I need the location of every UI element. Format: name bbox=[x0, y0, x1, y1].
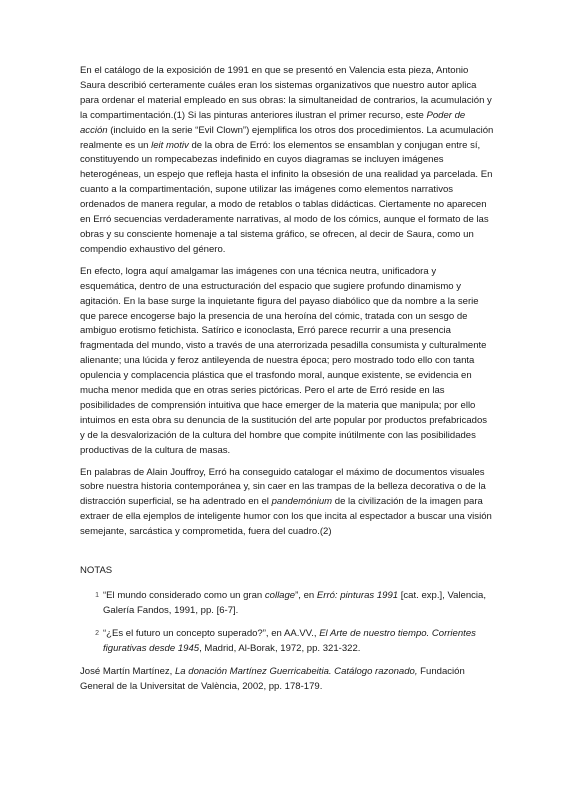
footnote bbox=[80, 627, 494, 657]
italic-text: pandemónium bbox=[271, 496, 333, 508]
text-run: de la obra de Erró: los elementos se ensamblan y conjugan entre sí, constituyendo un rompecabezas indefinido en cuyos diagramas se incluyen imágenes heterogéneas, un espejo que refleja hasta el infinito la obsesión de una realidad ya parcelada. En cuanto a la compartimentación, supone utilizar las imágenes como elementos narrativos ordenados de manera regular, a modo de retablos o tablas didácticas. Ciertamente no aparecen en Erró secuencias verdaderamente narrativas, al modo de los cómics, aunque el formato de las obras y su consciente homenaje a tal sistema gráfico, se ofrecen, al decir de Saura, como un compendio exhaustivo del género. bbox=[80, 139, 493, 255]
text-run: En palabras de Alain Jouffroy, Erró ha conseguido catalogar el máximo de documentos visuales sobre nuestra historia contemporánea y, sin caer en las trampas de la belleza decorativa o de la distracción superficial, se ha adentrado en el bbox=[80, 466, 486, 508]
footnote-number: 2 bbox=[95, 629, 99, 637]
text-run: José Martín Martínez, bbox=[80, 665, 175, 677]
italic-text: Poder de acción bbox=[80, 109, 466, 136]
paragraph bbox=[80, 466, 494, 541]
text-run: “El mundo considerado como un gran bbox=[103, 590, 265, 601]
text-run: En efecto, logra aquí amalgamar las imágenes con una técnica neutra, unificadora y esquemática, dentro de una estructuración del espacio que sugiere profundo dinamismo y agitación. En la base surge la inquietante figura del payaso diabólico que da nombre a la serie que parece encogerse bajo la presencia de una heroína del cómic, tratada con un sesgo de ambiguo erotismo fetichista. Satírico e iconoclasta, Erró parece recurrir a una presencia fragmentada del mundo, visto a través de una aterrorizada pesadilla consumista y culturalmente alienante; una lúcida y feroz antileyenda de nuestra época; pero mostrado todo ello con tanta opulencia y complacencia plástica que el trasfondo moral, aunque existente, se evidencia en mucha menor medida que en otras series pictóricas. Pero el arte de Erró reside en las posibilidades de comprensión intuitiva que hace emerger de la materia que manipula; por ello intuimos en esta obra su denuncia de la sustitución del arte popular por productos prefabricados y de la desvalorización de la cultura del hombre que compite inútilmente con las posibilidades productivas de la cultura de masas. bbox=[80, 265, 488, 456]
text-run: [cat. exp.], Valencia, Galería Fandos, 1991, pp. [6-7]. bbox=[103, 590, 487, 616]
document-page bbox=[80, 64, 494, 701]
text-run: “¿Es el futuro un concepto superado?”, en AA.VV., bbox=[103, 627, 320, 639]
italic-text: La donación Martínez Guerricabeitia. Catálogo razonado, bbox=[174, 665, 418, 677]
text-run: de la civilización de la imagen para extraer de ella ejemplos de inteligente humor con los que incita al espectador a buscar una visión semejante, sarcástica y comprometida, fuera del cuadro.(2) bbox=[80, 496, 492, 538]
footnote-text bbox=[103, 627, 494, 657]
body-text bbox=[80, 64, 494, 540]
text-run: , Madrid, Al-Borak, 1972, pp. 321-322. bbox=[199, 642, 361, 654]
notes-list bbox=[80, 589, 494, 657]
italic-text: El Arte de nuestro tiempo. Corrientes figurativas desde 1945 bbox=[103, 627, 476, 654]
footnote-number: 1 bbox=[95, 592, 99, 599]
source-citation bbox=[80, 665, 494, 695]
footnote-text bbox=[103, 589, 494, 619]
text-run: Fundación General de la Universitat de València, 2002, pp. 178-179. bbox=[80, 665, 465, 692]
italic-text: collage bbox=[264, 590, 296, 601]
text-run: ”, en bbox=[295, 590, 317, 601]
italic-text: Erró: pinturas 1991 bbox=[316, 590, 399, 601]
footnote bbox=[80, 589, 494, 619]
notes-heading: NOTAS bbox=[80, 565, 113, 577]
text-run: En el catálogo de la exposición de 1991 en que se presentó en Valencia esta pieza, Antonio Saura describió certeramente cuáles eran los sistemas organizativos que nuestro autor aplica para ordenar el material empleado en sus obras: la simultaneidad de contrarios, la acumulación y la compartimentación.(1) Si las pinturas anteriores ilustran el primer recurso, este bbox=[80, 65, 492, 121]
text-run: (incluido en la serie “Evil Clown”) ejemplifica los otros dos procedimientos. La acumulación realmente es un bbox=[80, 124, 494, 151]
paragraph bbox=[80, 265, 494, 459]
paragraph bbox=[80, 64, 494, 258]
italic-text: leit motiv bbox=[151, 139, 189, 151]
